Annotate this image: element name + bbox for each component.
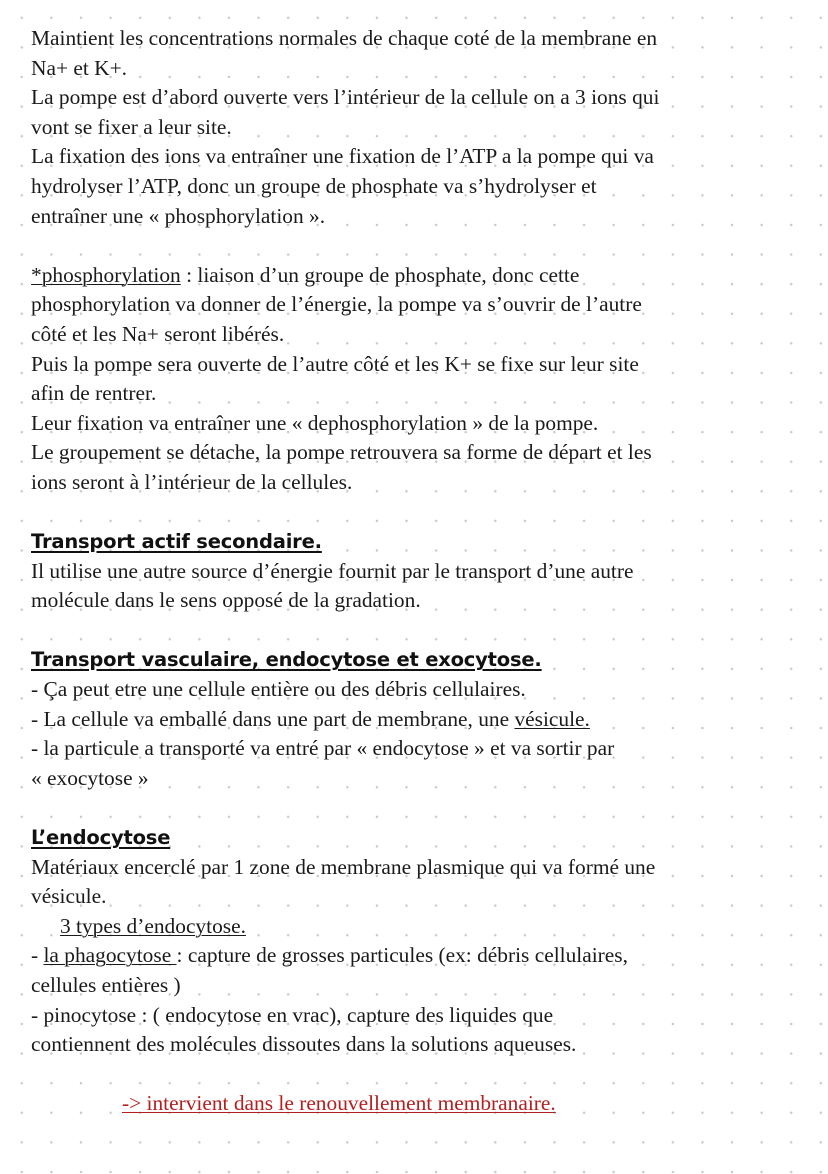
list-item: - la particule a transporté va entré par « endocytose » et va sortir par: [31, 736, 615, 761]
definition-line: [31, 261, 801, 291]
definition-text: : liaison d’un groupe de phosphate, donc cette: [180, 262, 580, 287]
text-line: Leur fixation va entraîner une « dephosphorylation » de la pompe.: [31, 410, 599, 435]
list-item: [31, 941, 801, 971]
text-line: phosphorylation va donner de l’énergie, la pompe va s’ouvrir de l’autre: [31, 292, 642, 317]
list-bullet: -: [31, 943, 44, 968]
section-transport-secondaire: [31, 527, 801, 616]
text-line: « exocytose »: [31, 765, 149, 790]
spacer: [31, 1060, 801, 1090]
text-line: hydrolyser l’ATP, donc un groupe de phosphate va s’hydrolyser et: [31, 173, 597, 198]
text-line: cellules entières ): [31, 973, 181, 997]
phosphorylation-paragraph: [31, 261, 801, 498]
text-line: afin de rentrer.: [31, 381, 157, 406]
text-line: Il utilise une autre source d’énergie fournit par le transport d’une autre: [31, 558, 634, 583]
text-line: Matériaux encerclé par 1 zone de membrane plasmique qui va formé une: [31, 854, 656, 879]
list-item: - pinocytose : ( endocytose en vrac), capture des liquides que: [31, 1002, 554, 1027]
section-heading: L’endocytose: [31, 826, 171, 850]
text-line: ions seront à l’intérieur de la cellules.: [31, 469, 353, 494]
section-heading: Transport actif secondaire.: [31, 530, 322, 554]
vesicule-term: vésicule.: [514, 706, 590, 731]
section-heading: Transport vasculaire, endocytose et exocytose.: [31, 648, 542, 672]
text-line: contiennent des molécules dissoutes dans la solutions aqueuses.: [31, 1032, 577, 1057]
notes-page: [31, 24, 801, 1119]
text-line: Puis la pompe sera ouverte de l’autre côté et les K+ se fixe sur leur site: [31, 351, 639, 376]
spacer: [31, 616, 801, 646]
text-line: côté et les Na+ seront libérés.: [31, 321, 285, 346]
text-line: La pompe est d’abord ouverte vers l’intérieur de la cellule on a 3 ions qui: [31, 85, 660, 110]
list-item: - Ça peut etre une cellule entière ou des débris cellulaires.: [31, 677, 526, 702]
phosphorylation-term: *phosphorylation: [31, 262, 181, 287]
list-item-text: : capture de grosses particules (ex: débris cellulaires,: [176, 943, 628, 968]
text-line: La fixation des ions va entraîner une fixation de l’ATP a la pompe qui va: [31, 144, 654, 169]
spacer: [31, 498, 801, 528]
conclusion-line: [31, 1089, 801, 1119]
text-line: vésicule.: [31, 884, 107, 909]
spacer: [31, 793, 801, 823]
spacer: [31, 231, 801, 261]
text-line: entraîner une « phosphorylation ».: [31, 203, 326, 228]
list-item: [31, 705, 801, 735]
types-title-line: [31, 912, 801, 942]
section-endocytose: [31, 823, 801, 1119]
pump-paragraph: [31, 24, 801, 231]
text-line: Le groupement se détache, la pompe retrouvera sa forme de départ et les: [31, 440, 652, 465]
text-line: vont se fixer a leur site.: [31, 114, 232, 139]
text-line: Maintient les concentrations normales de chaque coté de la membrane en: [31, 26, 658, 50]
text-line: Na+ et K+.: [31, 55, 127, 80]
conclusion-text: -> intervient dans le renouvellement membranaire.: [122, 1091, 556, 1116]
text-line: molécule dans le sens opposé de la gradation.: [31, 588, 421, 613]
list-item-text: - La cellule va emballé dans une part de membrane, une: [31, 706, 515, 731]
phagocytose-term: la phagocytose: [43, 943, 177, 968]
types-title: 3 types d’endocytose.: [60, 913, 246, 938]
section-transport-vasculaire: [31, 645, 801, 793]
